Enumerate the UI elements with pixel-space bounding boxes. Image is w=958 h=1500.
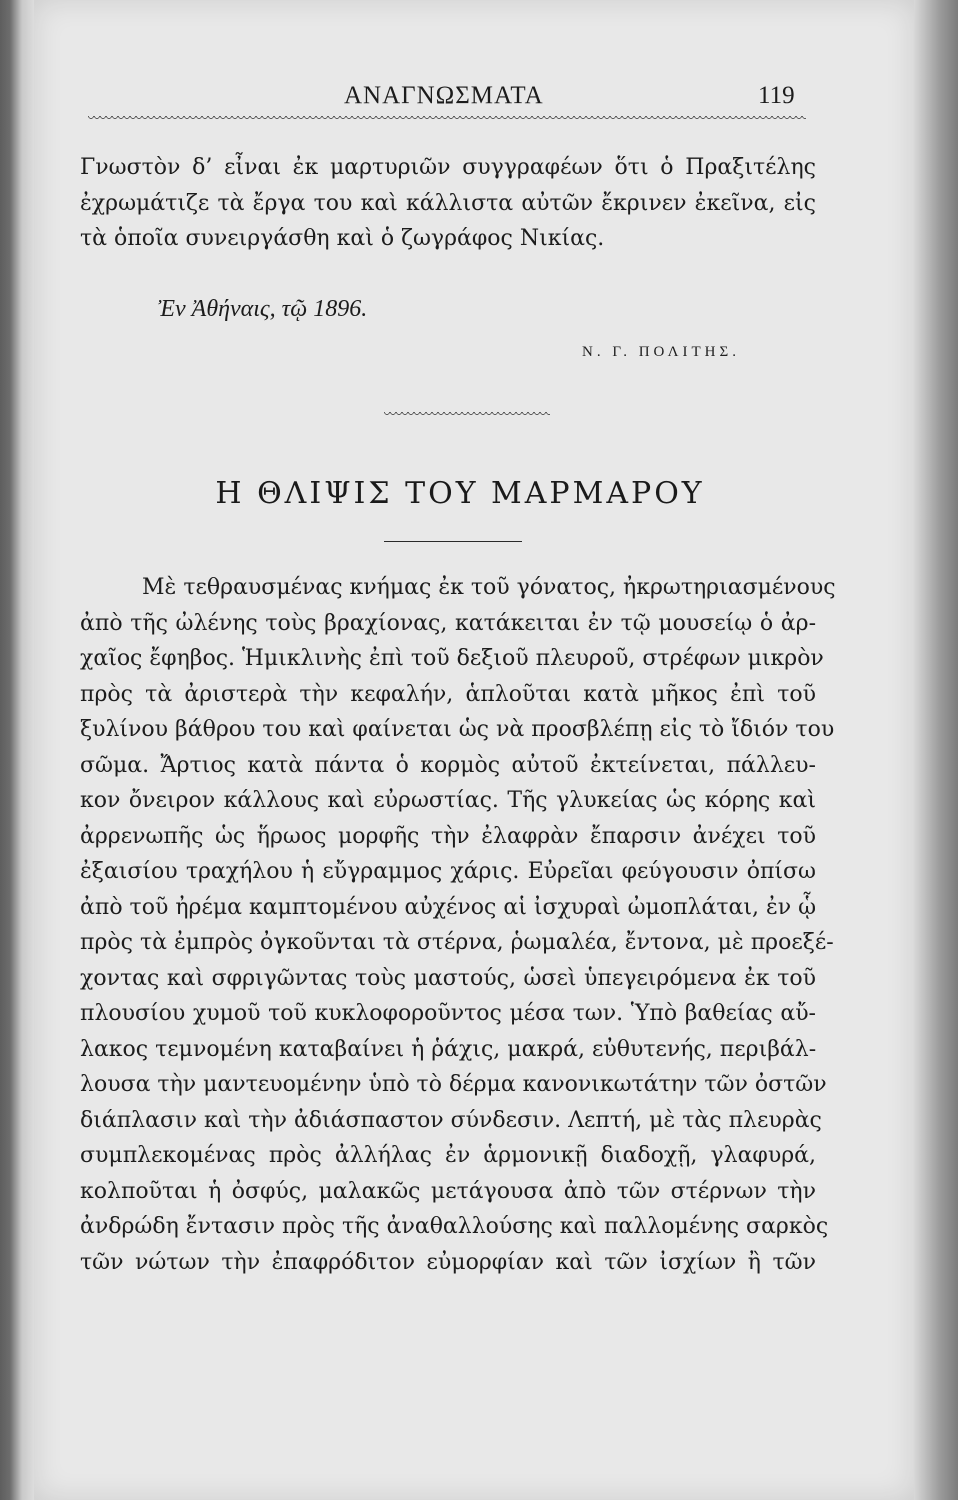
intro-line: Γνωστὸν δ’ εἶναι ἐκ μαρτυριῶν συγγραφέων ὅτι ὁ Πραξιτέλης	[80, 155, 816, 180]
author-signature: Ν. Γ. ΠΟΛΙΤΗΣ.	[582, 344, 740, 360]
section-wavy-rule	[384, 412, 550, 418]
body-line: χοντας καὶ σφριγῶντας τοὺς μαστούς, ὡσεὶ ὑπεγειρόμενα ἐκ τοῦ	[80, 965, 816, 991]
dateline: Ἐν Ἀθήναις, τῷ 1896.	[158, 296, 368, 322]
intro-paragraph	[80, 150, 816, 257]
page-edge	[914, 0, 958, 1500]
body-line: ἀπὸ τῆς ὠλένης τοὺς βραχίονας, κατάκειται ἐν τῷ μουσείῳ ὁ ἀρ-	[80, 610, 816, 636]
body-line: χαῖος ἔφηβος. Ἡμικλινὴς ἐπὶ τοῦ δεξιοῦ πλευροῦ, στρέφων μικρὸν	[80, 646, 824, 671]
body-line: λουσα τὴν μαντευομένην ὑπὸ τὸ δέρμα κανονικωτάτην τῶν ὀστῶν	[80, 1072, 827, 1097]
body-line: πρὸς τὰ ἐμπρὸς ὀγκοῦνται τὰ στέρνα, ῥωμαλέα, ἔντονα, μὲ προεξέ-	[80, 930, 834, 955]
body-line: λακος τεμνομένη καταβαίνει ἡ ῥάχις, μακρά, εὐθυτενής, περιβάλ-	[80, 1036, 817, 1062]
chapter-title: Η ΘΛΙΨΙΣ ΤΟΥ ΜΑΡΜΑΡΟΥ	[215, 476, 705, 511]
intro-line: τὰ ὁποῖα συνειργάσθη καὶ ὁ ζωγράφος Νικίας.	[80, 226, 605, 251]
page-number: 119	[758, 82, 795, 109]
title-underline	[384, 541, 522, 542]
body-line: συμπλεκομένας πρὸς ἀλλήλας ἐν ἁρμονικῇ διαδοχῇ, γλαφυρά,	[80, 1143, 816, 1168]
body-line: πρὸς τὰ ἀριστερὰ τὴν κεφαλήν, ἁπλοῦται κατὰ μῆκος ἐπὶ τοῦ	[80, 681, 816, 707]
body-line: σῶμα. Ἄρτιος κατὰ πάντα ὁ κορμὸς αὐτοῦ ἐκτείνεται, πάλλευ-	[80, 752, 816, 778]
running-title: ΑΝΑΓΝΩΣΜΑΤΑ	[344, 82, 544, 109]
body-line: διάπλασιν καὶ τὴν ἀδιάσπαστον σύνδεσιν. Λεπτή, μὲ τὰς πλευρὰς	[80, 1107, 822, 1133]
chapter-body	[80, 570, 836, 1280]
body-line: ἐξαισίου τραχήλου ἡ εὔγραμμος χάρις. Εὐρεῖαι φεύγουσιν ὀπίσω	[80, 859, 816, 884]
header-wavy-rule	[88, 116, 806, 122]
body-line: κον ὄνειρον κάλλους καὶ εὐρωστίας. Τῆς γλυκείας ὡς κόρης καὶ	[80, 788, 816, 813]
body-line: τῶν νώτων τὴν ἐπαφρόδιτον εὐμορφίαν καὶ τῶν ἰσχίων ἢ τῶν	[80, 1249, 816, 1275]
body-line: ἀνδρώδη ἔντασιν πρὸς τῆς ἀναθαλλούσης καὶ παλλομένης σαρκὸς	[80, 1214, 829, 1239]
body-line: ἀρρενωπῆς ὡς ἥρωος μορφῆς τὴν ἐλαφρὰν ἔπαρσιν ἀνέχει τοῦ	[80, 823, 816, 849]
body-line: ἀπὸ τοῦ ἠρέμα καμπτομένου αὐχένος αἱ ἰσχυραὶ ὠμοπλάται, ἐν ᾧ	[80, 894, 817, 920]
body-line: πλουσίου χυμοῦ τοῦ κυκλοφοροῦντος μέσα των. Ὑπὸ βαθείας αὔ-	[80, 1001, 816, 1026]
body-line: κολποῦται ἡ ὀσφύς, μαλακῶς μετάγουσα ἀπὸ τῶν στέρνων τὴν	[80, 1178, 816, 1204]
body-line: Μὲ τεθραυσμένας κνήμας ἐκ τοῦ γόνατος, ἠκρωτηριασμένους	[142, 575, 836, 600]
intro-line: ἐχρωμάτιζε τὰ ἔργα του καὶ κάλλιστα αὐτῶν ἔκρινεν ἐκεῖνα, εἰς	[80, 190, 816, 216]
body-line: ξυλίνου βάθρου του καὶ φαίνεται ὡς νὰ προσβλέπῃ εἰς τὸ ἴδιόν του	[80, 717, 835, 742]
